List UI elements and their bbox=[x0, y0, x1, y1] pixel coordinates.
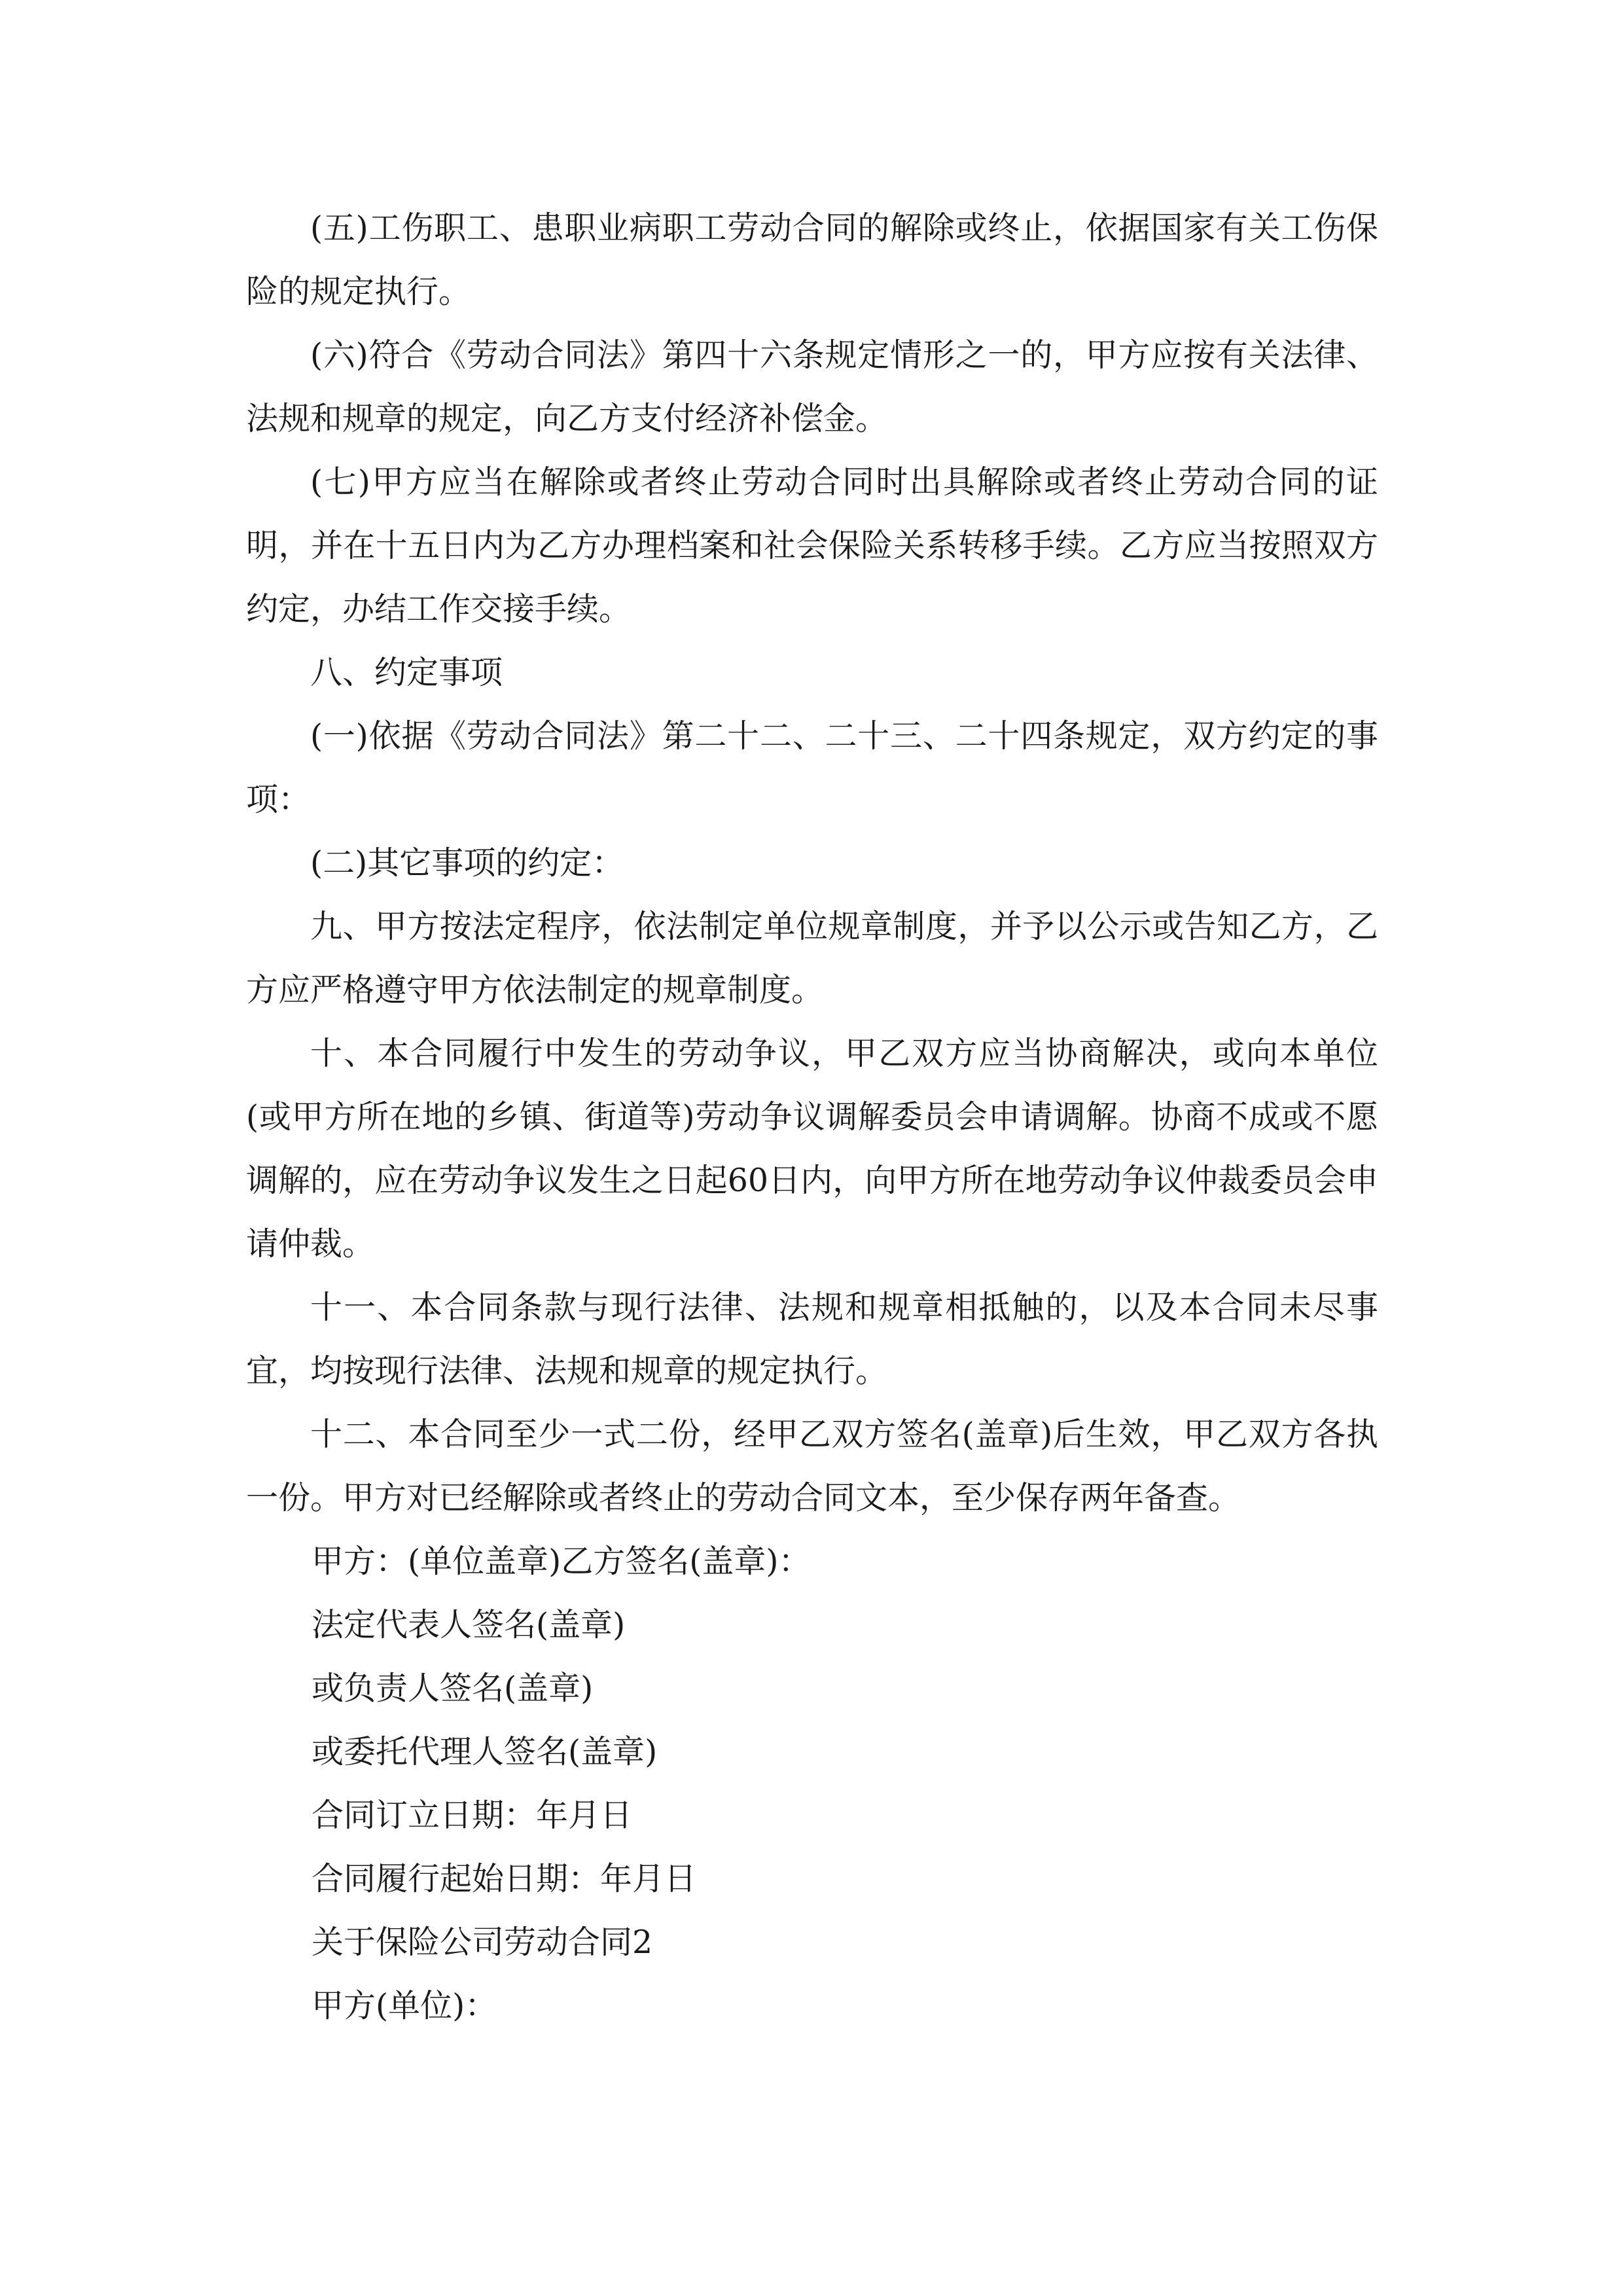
party-a-unit-line: 甲方(单位)： bbox=[312, 1987, 497, 2024]
clause-5-injury-termination: (五)工伤职工、患职业病职工劳动合同的解除或终止，依据国家有关工伤保险的规定执行。 bbox=[246, 209, 1378, 310]
section-8-item-2: (二)其它事项的约定： bbox=[310, 844, 624, 882]
section-8-item-1: (一)依据《劳动合同法》第二十二、二十三、二十四条规定，双方约定的事项： bbox=[246, 717, 1378, 818]
authorized-agent-line: 或委托代理人签名(盖章) bbox=[312, 1733, 658, 1770]
legal-representative-line: 法定代表人签名(盖章) bbox=[312, 1606, 626, 1643]
contract-start-date: 合同履行起始日期：年月日 bbox=[312, 1860, 697, 1897]
section-9-rules: 九、甲方按法定程序，依法制定单位规章制度，并予以公示或告知乙方，乙方应严格遵守甲方依法制定的规章制度。 bbox=[246, 908, 1378, 1009]
section-12-copies: 十二、本合同至少一式二份，经甲乙双方签名(盖章)后生效，甲乙双方各执一份。甲方对已经解除或者终止的劳动合同文本，至少保存两年备查。 bbox=[246, 1416, 1378, 1516]
responsible-person-line: 或负责人签名(盖章) bbox=[312, 1670, 594, 1707]
section-11-conflicts: 十一、本合同条款与现行法律、法规和规章相抵触的，以及本合同未尽事宜，均按现行法律、法规和规章的规定执行。 bbox=[246, 1289, 1378, 1390]
section-8-heading: 八、约定事项 bbox=[310, 654, 503, 691]
next-contract-title: 关于保险公司劳动合同2 bbox=[312, 1924, 653, 1961]
clause-7-termination-certificate: (七)甲方应当在解除或者终止劳动合同时出具解除或者终止劳动合同的证明，并在十五日内为乙方办理档案和社会保险关系转移手续。乙方应当按照双方约定，办结工作交接手续。 bbox=[246, 463, 1378, 628]
signature-party-line: 甲方：(单位盖章)乙方签名(盖章)： bbox=[312, 1543, 811, 1580]
clause-6-economic-compensation: (六)符合《劳动合同法》第四十六条规定情形之一的，甲方应按有关法律、法规和规章的规定，向乙方支付经济补偿金。 bbox=[246, 336, 1378, 437]
document-body bbox=[246, 196, 1378, 2037]
section-10-disputes: 十、本合同履行中发生的劳动争议，甲乙双方应当协商解决，或向本单位(或甲方所在地的乡镇、街道等)劳动争议调解委员会申请调解。协商不成或不愿调解的，应在劳动争议发生之日起60日内，向甲方所在地劳动争议仲裁委员会申请仲裁。 bbox=[246, 1035, 1378, 1263]
contract-signing-date: 合同订立日期：年月日 bbox=[312, 1797, 633, 1834]
